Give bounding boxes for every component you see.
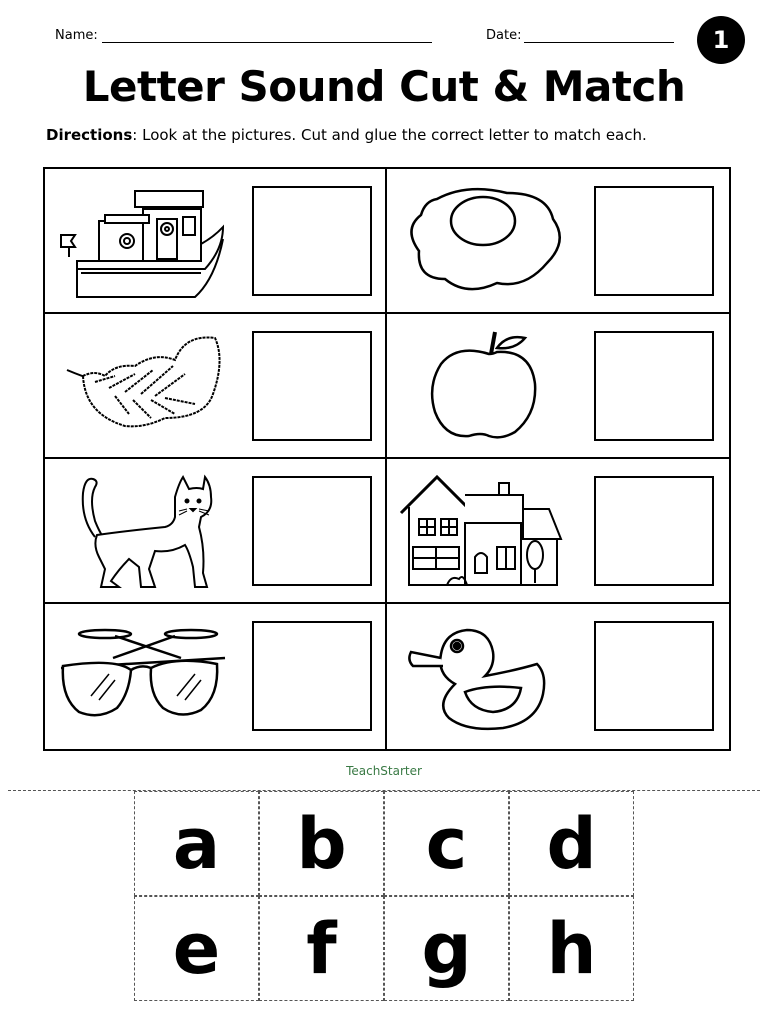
- letter-tile-f[interactable]: f: [259, 896, 384, 1001]
- letter-tile-c[interactable]: c: [384, 791, 509, 896]
- date-field[interactable]: [524, 42, 674, 43]
- header-row: [0, 26, 768, 50]
- feather-icon: [55, 324, 231, 448]
- letter-tile-d[interactable]: d: [509, 791, 634, 896]
- page-number-badge: 1: [697, 16, 745, 64]
- match-grid: [43, 167, 731, 751]
- letter-tiles: [134, 791, 634, 1001]
- glue-box-duck[interactable]: [594, 621, 714, 731]
- glue-box-feather[interactable]: [252, 331, 372, 441]
- glue-box-apple[interactable]: [594, 331, 714, 441]
- match-cell-cat: [45, 459, 387, 604]
- name-field[interactable]: [102, 42, 432, 43]
- apple-icon: [397, 324, 573, 448]
- directions-text: : Look at the pictures. Cut and glue the correct letter to match each.: [132, 126, 647, 144]
- match-cell-boat: [45, 169, 387, 314]
- glasses-icon: [55, 614, 231, 738]
- letter-tile-g[interactable]: g: [384, 896, 509, 1001]
- match-cell-egg: [387, 169, 729, 314]
- glue-box-house[interactable]: [594, 476, 714, 586]
- boat-icon: [55, 179, 231, 303]
- letter-tile-b[interactable]: b: [259, 791, 384, 896]
- match-cell-house: [387, 459, 729, 604]
- letter-tile-e[interactable]: e: [134, 896, 259, 1001]
- duck-icon: [397, 614, 573, 738]
- glue-box-egg[interactable]: [594, 186, 714, 296]
- match-cell-feather: [45, 314, 387, 459]
- brand-logo: TeachStarter: [346, 764, 422, 778]
- date-label: Date:: [486, 28, 522, 43]
- match-cell-glasses: [45, 604, 387, 749]
- egg-icon: [397, 179, 573, 303]
- glue-box-glasses[interactable]: [252, 621, 372, 731]
- directions-label: Directions: [46, 126, 133, 144]
- glue-box-cat[interactable]: [252, 476, 372, 586]
- page-title: Letter Sound Cut & Match: [82, 62, 686, 111]
- match-cell-apple: [387, 314, 729, 459]
- glue-box-boat[interactable]: [252, 186, 372, 296]
- directions: [46, 126, 647, 144]
- house-icon: [397, 469, 573, 593]
- letter-tile-a[interactable]: a: [134, 791, 259, 896]
- match-cell-duck: [387, 604, 729, 749]
- letter-tile-h[interactable]: h: [509, 896, 634, 1001]
- name-label: Name:: [55, 28, 98, 43]
- cat-icon: [55, 469, 231, 593]
